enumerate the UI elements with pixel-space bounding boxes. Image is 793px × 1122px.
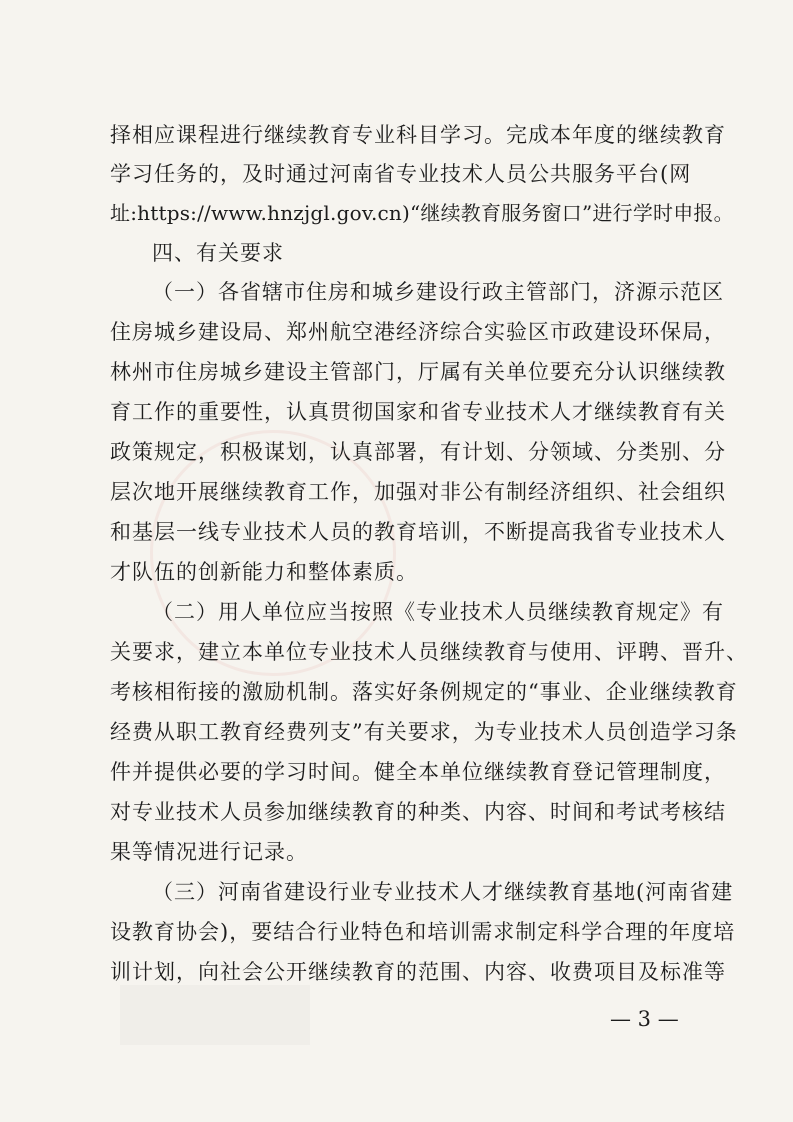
paragraph-first-line: （二）用人单位应当按照《专业技术人员继续教育规定》有 [152,600,724,624]
body-line: 层次地开展继续教育工作，加强对非公有制经济组织、社会组织 [110,480,726,504]
body-line: 训计划，向社会公开继续教育的范围、内容、收费项目及标准等 [110,960,726,984]
body-line: 择相应课程进行继续教育专业科目学习。完成本年度的继续教育 [110,123,726,147]
page-number: — 3 — [610,1007,679,1031]
body-line-url: 址:https://www.hnzjgl.gov.cn)“继续教育服务窗口”进行学时申报。 [110,201,734,225]
section-heading: 四、有关要求 [152,241,284,265]
body-line: 经费从职工教育经费列支”有关要求，为专业技术人员创造学习条 [110,720,738,744]
body-line: 才队伍的创新能力和整体素质。 [110,560,418,584]
body-line: 设教育协会)，要结合行业特色和培训需求制定科学合理的年度培 [110,920,736,944]
faint-stamp-mark [120,985,310,1045]
body-line: 考核相衔接的激励机制。落实好条例规定的“事业、企业继续教育 [110,680,738,704]
body-line: 果等情况进行记录。 [110,840,308,864]
body-line: 件并提供必要的学习时间。健全本单位继续教育登记管理制度， [110,760,726,784]
body-line: 对专业技术人员参加继续教育的种类、内容、时间和考试考核结 [110,800,726,824]
paragraph-first-line: （一）各省辖市住房和城乡建设行政主管部门，济源示范区 [152,280,724,304]
body-line: 学习任务的，及时通过河南省专业技术人员公共服务平台(网 [110,162,692,186]
body-line: 关要求，建立本单位专业技术人员继续教育与使用、评聘、晋升、 [110,640,748,664]
paragraph-first-line: （三）河南省建设行业专业技术人才继续教育基地(河南省建 [152,880,734,904]
body-line: 和基层一线专业技术人员的教育培训，不断提高我省专业技术人 [110,520,726,544]
body-line: 育工作的重要性，认真贯彻国家和省专业技术人才继续教育有关 [110,400,726,424]
body-line: 林州市住房城乡建设主管部门，厅属有关单位要充分认识继续教 [110,360,726,384]
body-line: 政策规定，积极谋划，认真部署，有计划、分领域、分类别、分 [110,440,726,464]
body-line: 住房城乡建设局、郑州航空港经济综合实验区市政建设环保局， [110,320,726,344]
